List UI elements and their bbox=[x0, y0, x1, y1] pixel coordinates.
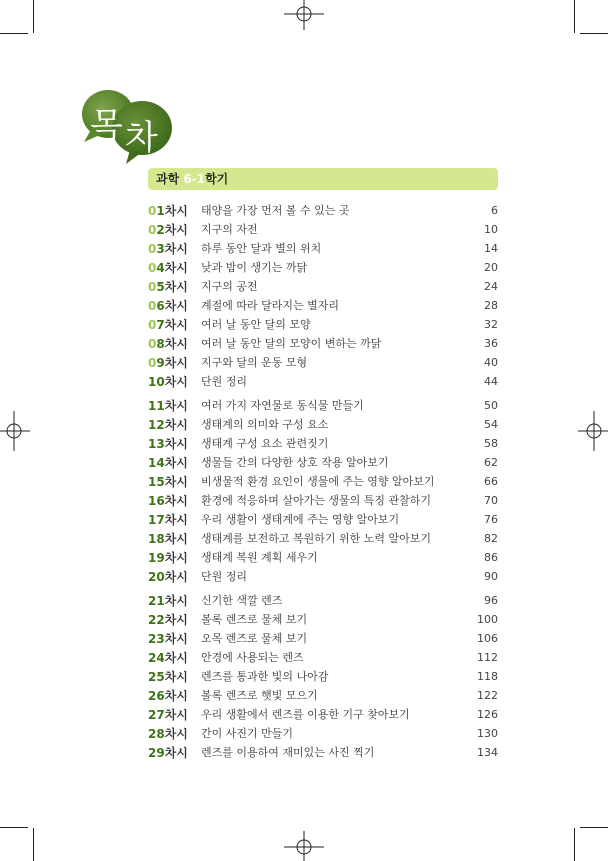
toc-item-title: 단원 정리 bbox=[201, 570, 248, 583]
toc-item[interactable] bbox=[148, 668, 498, 686]
toc-item-number-suffix: 차시 bbox=[164, 223, 188, 237]
toc-item-title: 지구의 자전 bbox=[201, 223, 258, 236]
toc-item[interactable] bbox=[148, 454, 498, 472]
toc-item-page: 58 bbox=[484, 437, 498, 450]
toc-item-page: 76 bbox=[484, 513, 498, 526]
toc-item[interactable] bbox=[148, 354, 498, 372]
toc-item[interactable] bbox=[148, 221, 498, 239]
toc-item-number-suffix: 차시 bbox=[164, 632, 188, 646]
toc-item-page: 82 bbox=[484, 532, 498, 545]
toc-item[interactable] bbox=[148, 316, 498, 334]
toc-item-number-suffix: 차시 bbox=[164, 337, 188, 351]
toc-item-number bbox=[148, 611, 188, 629]
toc-item-page: 126 bbox=[477, 708, 498, 721]
section-semester: 6-1 bbox=[183, 172, 206, 186]
registration-mark-bottom bbox=[279, 831, 329, 861]
toc-item-title: 우리 생활이 생태계에 주는 영향 알아보기 bbox=[201, 513, 400, 526]
toc-item-number-digit: 18 bbox=[148, 532, 165, 546]
toc-item-page: 122 bbox=[477, 689, 498, 702]
toc-item-number-suffix: 차시 bbox=[164, 551, 188, 565]
toc-item[interactable] bbox=[148, 335, 498, 353]
toc-item-number-suffix: 차시 bbox=[164, 708, 188, 722]
toc-item-number bbox=[148, 259, 188, 277]
toc-item-title: 생태계 복원 계획 세우기 bbox=[201, 551, 318, 564]
toc-item-page: 118 bbox=[477, 670, 498, 683]
toc-item[interactable] bbox=[148, 297, 498, 315]
toc-item-title: 간이 사진기 만들기 bbox=[201, 727, 294, 740]
toc-item-number bbox=[148, 202, 188, 220]
toc-item-number bbox=[148, 278, 188, 296]
toc-item-number-suffix: 차시 bbox=[164, 204, 188, 218]
toc-item-number-lead: 0 bbox=[148, 204, 157, 218]
crop-mark bbox=[33, 0, 34, 33]
toc-item-number-suffix: 차시 bbox=[164, 399, 188, 413]
toc-item-title: 지구와 달의 운동 모형 bbox=[201, 356, 308, 369]
toc-item-title: 낮과 밤이 생기는 까닭 bbox=[201, 261, 308, 274]
toc-item-number bbox=[148, 706, 188, 724]
toc-item-number-suffix: 차시 bbox=[164, 456, 188, 470]
crop-mark bbox=[580, 33, 608, 34]
toc-item[interactable] bbox=[148, 492, 498, 510]
toc-item-title: 계절에 따라 달라지는 별자리 bbox=[201, 299, 340, 312]
toc-item-number bbox=[148, 435, 188, 453]
toc-item[interactable] bbox=[148, 706, 498, 724]
toc-item-number-suffix: 차시 bbox=[164, 356, 188, 370]
toc-item-page: 32 bbox=[484, 318, 498, 331]
toc-item-number-digit: 11 bbox=[148, 399, 165, 413]
crop-mark bbox=[0, 827, 28, 828]
toc-item-page: 10 bbox=[484, 223, 498, 236]
toc-item-number bbox=[148, 416, 188, 434]
toc-item-page: 24 bbox=[484, 280, 498, 293]
toc-item-number-suffix: 차시 bbox=[164, 475, 188, 489]
toc-item[interactable] bbox=[148, 592, 498, 610]
toc-item-number-suffix: 차시 bbox=[164, 418, 188, 432]
toc-item-number-digit: 12 bbox=[148, 418, 165, 432]
toc-item-number-digit: 6 bbox=[156, 299, 165, 313]
toc-item[interactable] bbox=[148, 473, 498, 491]
toc-item-number bbox=[148, 649, 188, 667]
toc-item-number-digit: 21 bbox=[148, 594, 165, 608]
toc-item-title: 하루 동안 달과 별의 위치 bbox=[201, 242, 322, 255]
toc-item-title: 생태계 구성 요소 관련짓기 bbox=[201, 437, 329, 450]
toc-item-number bbox=[148, 316, 188, 334]
toc-item-number-suffix: 차시 bbox=[164, 437, 188, 451]
toc-item[interactable] bbox=[148, 630, 498, 648]
toc-item-title: 비생물적 환경 요인이 생물에 주는 영향 알아보기 bbox=[201, 475, 435, 488]
toc-item-number-digit: 16 bbox=[148, 494, 165, 508]
toc-item-number-suffix: 차시 bbox=[164, 280, 188, 294]
toc-item-title: 오목 렌즈로 물체 보기 bbox=[201, 632, 308, 645]
toc-item[interactable] bbox=[148, 511, 498, 529]
toc-item-number bbox=[148, 530, 188, 548]
toc-item-number-digit: 5 bbox=[156, 280, 165, 294]
toc-item-number-suffix: 차시 bbox=[164, 513, 188, 527]
toc-item[interactable] bbox=[148, 549, 498, 567]
toc-item-number-digit: 25 bbox=[148, 670, 165, 684]
toc-item-page: 66 bbox=[484, 475, 498, 488]
toc-item-page: 62 bbox=[484, 456, 498, 469]
toc-item-number bbox=[148, 454, 188, 472]
toc-item-number bbox=[148, 511, 188, 529]
toc-item-number-digit: 20 bbox=[148, 570, 165, 584]
toc-item-number-suffix: 차시 bbox=[164, 727, 188, 741]
toc-item-page: 86 bbox=[484, 551, 498, 564]
toc-item-page: 134 bbox=[477, 746, 498, 759]
toc-item-title: 지구의 공전 bbox=[201, 280, 258, 293]
toc-item-number-digit: 1 bbox=[156, 204, 165, 218]
title-char-1: 목 bbox=[90, 106, 125, 146]
toc-item-title: 렌즈를 이용하여 재미있는 사진 찍기 bbox=[201, 746, 375, 759]
toc-item-number bbox=[148, 473, 188, 491]
toc-item-title: 렌즈를 통과한 빛의 나아감 bbox=[201, 670, 329, 683]
toc-item-page: 112 bbox=[477, 651, 498, 664]
crop-mark bbox=[33, 828, 34, 861]
toc-item[interactable] bbox=[148, 202, 498, 220]
toc-item[interactable] bbox=[148, 744, 498, 762]
toc-item-number bbox=[148, 354, 188, 372]
section-prefix: 과학 bbox=[156, 172, 184, 186]
toc-item-number bbox=[148, 297, 188, 315]
toc-item-number-digit: 17 bbox=[148, 513, 165, 527]
toc-item-number-digit: 28 bbox=[148, 727, 165, 741]
toc-item-page: 100 bbox=[477, 613, 498, 626]
toc-item[interactable] bbox=[148, 435, 498, 453]
toc-item[interactable] bbox=[148, 530, 498, 548]
toc-item-number-digit: 2 bbox=[156, 223, 165, 237]
toc-item-number bbox=[148, 668, 188, 686]
title-char-2: 차 bbox=[124, 118, 160, 158]
toc-item-number bbox=[148, 335, 188, 353]
toc-item-number-digit: 7 bbox=[156, 318, 165, 332]
toc-item-number bbox=[148, 725, 188, 743]
toc-item-number-digit: 10 bbox=[148, 375, 165, 389]
toc-item-number-lead: 0 bbox=[148, 318, 157, 332]
toc-item-number-digit: 29 bbox=[148, 746, 165, 760]
toc-item[interactable] bbox=[148, 373, 498, 391]
toc-item-number-suffix: 차시 bbox=[164, 689, 188, 703]
toc-item-number-suffix: 차시 bbox=[164, 375, 188, 389]
toc-item-page: 6 bbox=[491, 204, 498, 217]
toc-item-number-digit: 19 bbox=[148, 551, 165, 565]
toc-item-title: 우리 생활에서 렌즈를 이용한 기구 찾아보기 bbox=[201, 708, 410, 721]
toc-item-number-suffix: 차시 bbox=[164, 261, 188, 275]
crop-mark bbox=[580, 827, 608, 828]
toc-item-number-digit: 14 bbox=[148, 456, 165, 470]
toc-item-number bbox=[148, 240, 188, 258]
toc-item-title: 생태계의 의미와 구성 요소 bbox=[201, 418, 329, 431]
toc-item-number-digit: 15 bbox=[148, 475, 165, 489]
toc-item-page: 44 bbox=[484, 375, 498, 388]
toc-item-number-suffix: 차시 bbox=[164, 570, 188, 584]
toc-item[interactable] bbox=[148, 687, 498, 705]
toc-item-page: 40 bbox=[484, 356, 498, 369]
toc-item-number bbox=[148, 549, 188, 567]
toc-item-title: 신기한 색깔 렌즈 bbox=[201, 594, 283, 607]
toc-item-number-lead: 0 bbox=[148, 299, 157, 313]
toc-item-number-digit: 24 bbox=[148, 651, 165, 665]
toc-item-title: 여러 날 동안 달의 모양이 변하는 까닭 bbox=[201, 337, 382, 350]
toc-item-page: 70 bbox=[484, 494, 498, 507]
toc-item[interactable] bbox=[148, 397, 498, 415]
toc-item-number-digit: 9 bbox=[156, 356, 165, 370]
toc-item-title: 생태계를 보전하고 복원하기 위한 노력 알아보기 bbox=[201, 532, 432, 545]
toc-item-number-suffix: 차시 bbox=[164, 532, 188, 546]
toc-item-title: 환경에 적응하며 살아가는 생물의 특징 관찰하기 bbox=[201, 494, 432, 507]
toc-item-number-suffix: 차시 bbox=[164, 494, 188, 508]
registration-mark-right bbox=[578, 406, 608, 456]
toc-item-number bbox=[148, 592, 188, 610]
toc-item-title: 태양을 가장 먼저 볼 수 있는 곳 bbox=[201, 204, 350, 217]
toc-item[interactable] bbox=[148, 611, 498, 629]
section-suffix: 학기 bbox=[205, 172, 229, 186]
toc-item[interactable] bbox=[148, 649, 498, 667]
toc-item[interactable] bbox=[148, 416, 498, 434]
toc-item-page: 36 bbox=[484, 337, 498, 350]
toc-item-page: 54 bbox=[484, 418, 498, 431]
registration-mark-left bbox=[0, 406, 30, 456]
toc-item-number-lead: 0 bbox=[148, 242, 157, 256]
toc-item-number-digit: 13 bbox=[148, 437, 165, 451]
toc-item-page: 90 bbox=[484, 570, 498, 583]
toc-item-page: 96 bbox=[484, 594, 498, 607]
toc-item[interactable] bbox=[148, 259, 498, 277]
registration-mark-top bbox=[279, 0, 329, 30]
toc-item-number bbox=[148, 373, 188, 391]
toc-item[interactable] bbox=[148, 278, 498, 296]
toc-item-title: 안경에 사용되는 렌즈 bbox=[201, 651, 304, 664]
toc-item-number-lead: 0 bbox=[148, 337, 157, 351]
toc-item-number-lead: 0 bbox=[148, 223, 157, 237]
toc-item-number-digit: 3 bbox=[156, 242, 165, 256]
toc-item-number-suffix: 차시 bbox=[164, 594, 188, 608]
toc-item[interactable] bbox=[148, 725, 498, 743]
toc-item-number-lead: 0 bbox=[148, 280, 157, 294]
toc-item-number-lead: 0 bbox=[148, 356, 157, 370]
toc-item-page: 20 bbox=[484, 261, 498, 274]
toc-item-number bbox=[148, 492, 188, 510]
toc-item[interactable] bbox=[148, 568, 498, 586]
toc-item[interactable] bbox=[148, 240, 498, 258]
toc-item-title: 단원 정리 bbox=[201, 375, 248, 388]
toc-item-number-digit: 8 bbox=[156, 337, 165, 351]
toc-item-number-digit: 26 bbox=[148, 689, 165, 703]
toc-item-page: 28 bbox=[484, 299, 498, 312]
toc-item-page: 130 bbox=[477, 727, 498, 740]
toc-item-number-digit: 22 bbox=[148, 613, 165, 627]
toc-item-number-suffix: 차시 bbox=[164, 670, 188, 684]
toc-item-number-digit: 23 bbox=[148, 632, 165, 646]
toc-item-number-suffix: 차시 bbox=[164, 242, 188, 256]
toc-item-title: 볼록 렌즈로 햇빛 모으기 bbox=[201, 689, 318, 702]
toc-item-title: 여러 날 동안 달의 모양 bbox=[201, 318, 311, 331]
toc-item-number bbox=[148, 744, 188, 762]
toc-item-number bbox=[148, 221, 188, 239]
crop-mark bbox=[574, 0, 575, 33]
toc-item-number-suffix: 차시 bbox=[164, 318, 188, 332]
toc-item-page: 14 bbox=[484, 242, 498, 255]
page-title bbox=[90, 98, 160, 158]
toc-item-number-suffix: 차시 bbox=[164, 746, 188, 760]
toc-item-number-digit: 27 bbox=[148, 708, 165, 722]
toc-item-number-digit: 4 bbox=[156, 261, 165, 275]
toc-item-page: 106 bbox=[477, 632, 498, 645]
crop-mark bbox=[574, 828, 575, 861]
toc-item-page: 50 bbox=[484, 399, 498, 412]
toc-item-number-lead: 0 bbox=[148, 261, 157, 275]
toc-item-title: 생물들 간의 다양한 상호 작용 알아보기 bbox=[201, 456, 389, 469]
toc-item-number bbox=[148, 568, 188, 586]
toc-item-number-suffix: 차시 bbox=[164, 613, 188, 627]
toc-item-number bbox=[148, 397, 188, 415]
toc-item-number-suffix: 차시 bbox=[164, 651, 188, 665]
toc-item-number bbox=[148, 687, 188, 705]
toc-item-title: 볼록 렌즈로 물체 보기 bbox=[201, 613, 308, 626]
toc-item-number bbox=[148, 630, 188, 648]
crop-mark bbox=[0, 33, 28, 34]
section-header bbox=[148, 168, 498, 190]
toc-item-title: 여러 가지 자연물로 동식물 만들기 bbox=[201, 399, 364, 412]
toc-item-number-suffix: 차시 bbox=[164, 299, 188, 313]
